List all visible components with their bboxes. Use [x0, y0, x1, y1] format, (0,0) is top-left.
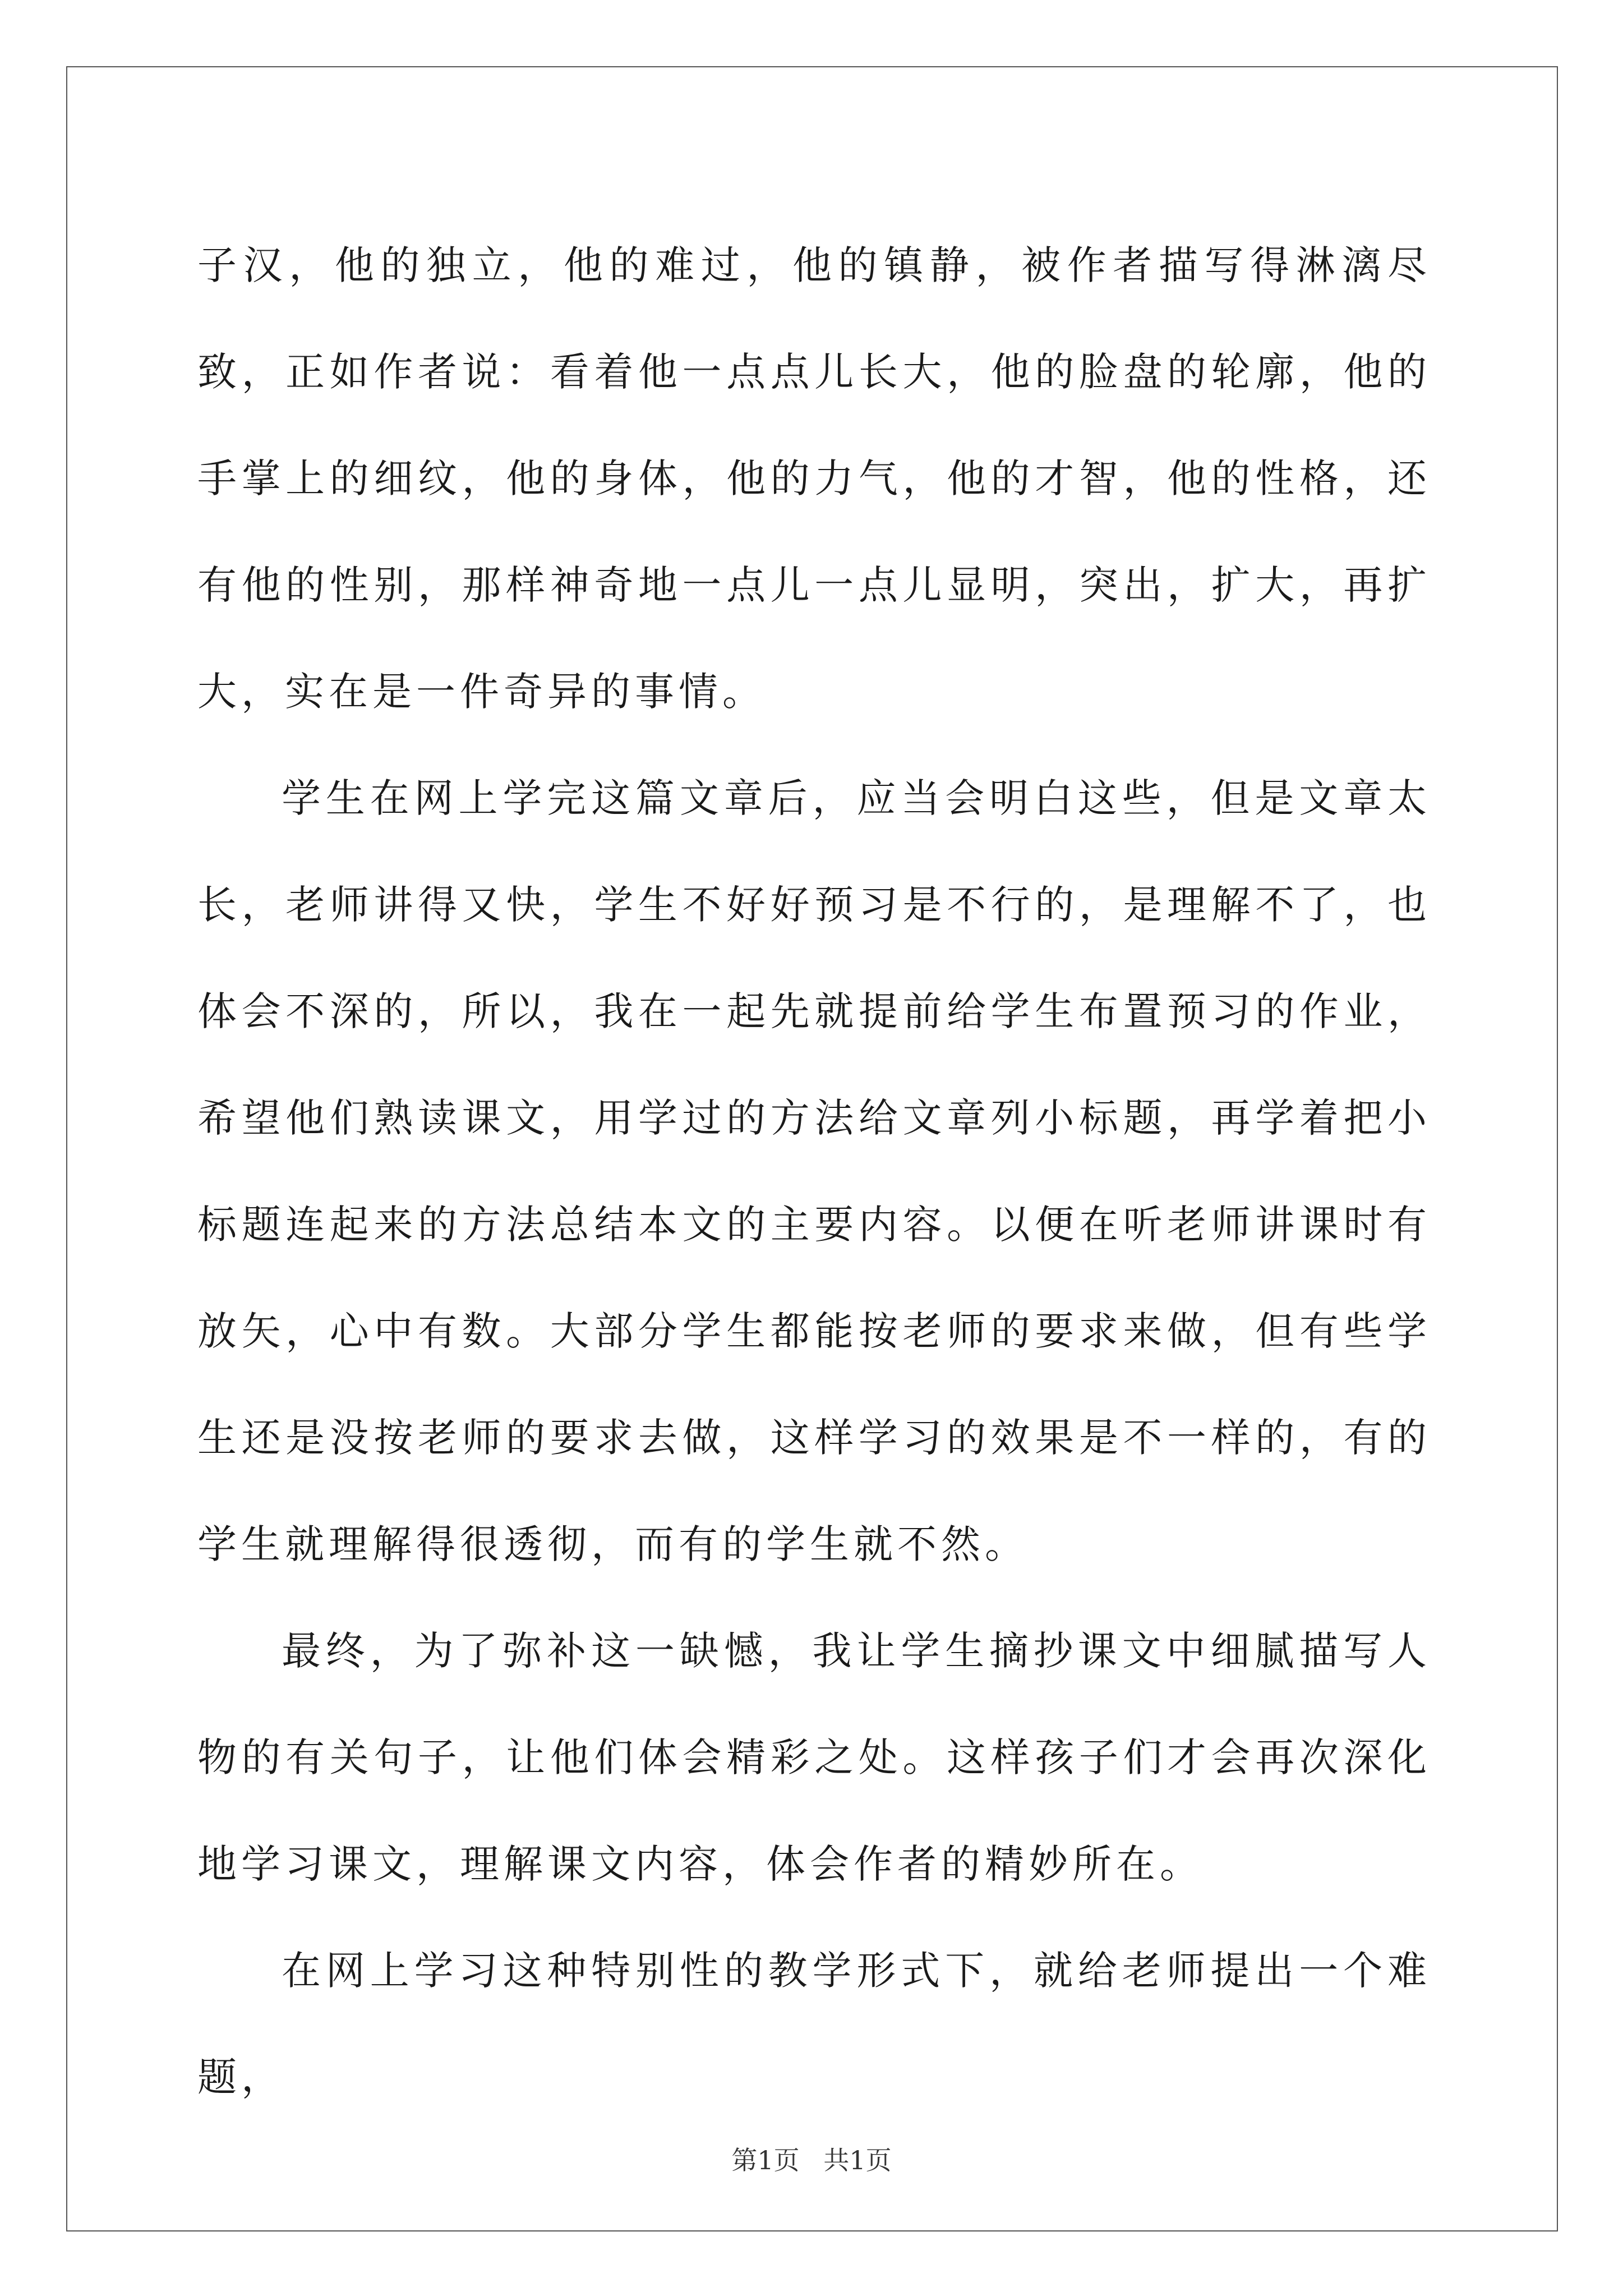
paragraph-3: 最终，为了弥补这一缺憾，我让学生摘抄课文中细腻描写人物的有关句子，让他们体会精彩之处。这样孩子们才会再次深化地学习课文，理解课文内容，体会作者的精妙所在。 [197, 1628, 1431, 1887]
paragraph-1: 子汉，他的独立，他的难过，他的镇静，被作者描写得淋漓尽致，正如作者说：看着他一点点儿长大，他的脸盘的轮廓，他的手掌上的细纹，他的身体，他的力气，他的才智，他的性格，还有他的性别，那样神奇地一点儿一点儿显明，突出，扩大，再扩大，实在是一件奇异的事情。 [197, 242, 1431, 715]
document-body [197, 212, 1431, 2131]
page-total: 共1页 [823, 2145, 892, 2175]
paragraph-2: 学生在网上学完这篇文章后，应当会明白这些，但是文章太长，老师讲得又快，学生不好好预习是不行的，是理解不了，也体会不深的，所以，我在一起先就提前给学生布置预习的作业，希望他们熟读课文，用学过的方法给文章列小标题，再学着把小标题连起来的方法总结本文的主要内容。以便在听老师讲课时有放矢，心中有数。大部分学生都能按老师的要求来做，但有些学生还是没按老师的要求去做，这样学习的效果是不一样的，有的学生就理解得很透彻，而有的学生就不然。 [197, 775, 1431, 1567]
page-number: 第1页 [731, 2145, 800, 2175]
page-footer [0, 2140, 1623, 2177]
paragraph-4: 在网上学习这种特别性的教学形式下，就给老师提出一个难题， [197, 1948, 1431, 2100]
